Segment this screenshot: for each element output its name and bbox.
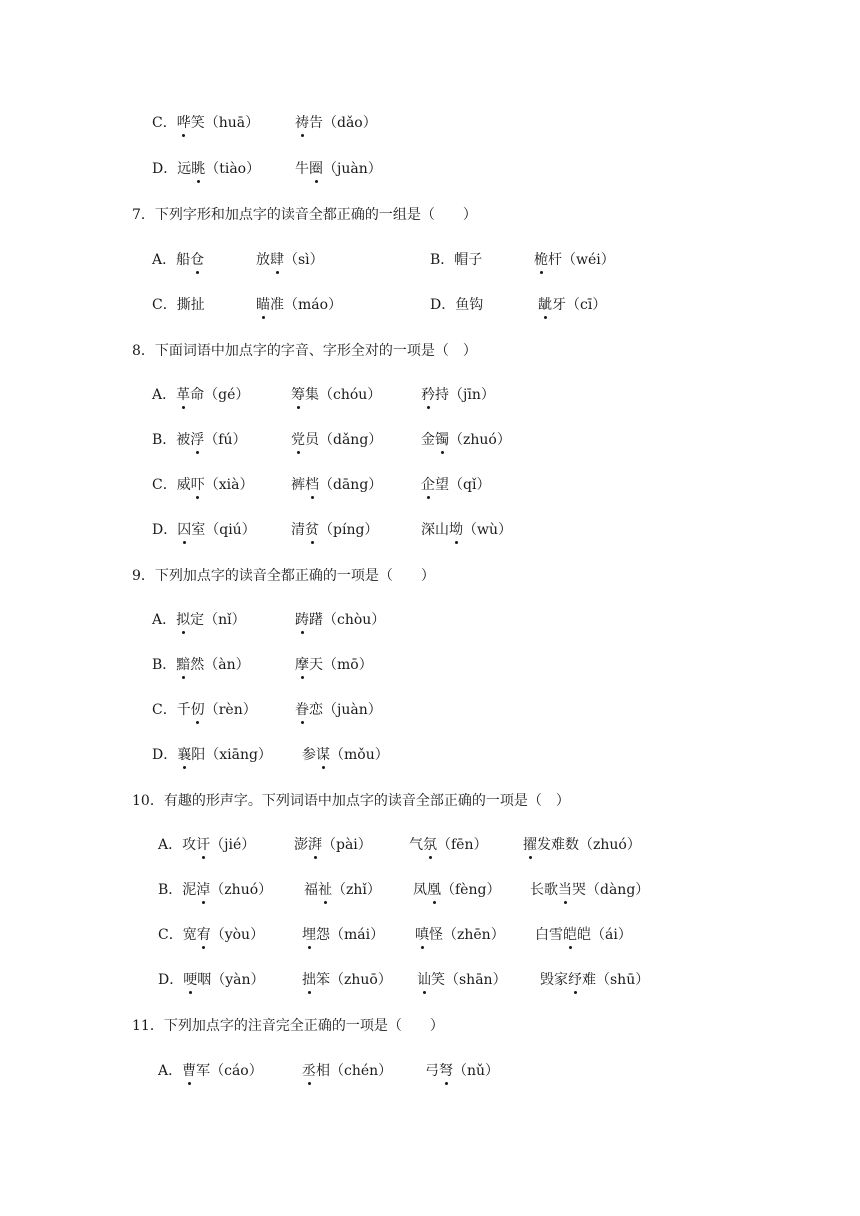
option-item — [295, 700, 382, 720]
option-text: 怨（mái） — [316, 927, 385, 943]
option-text: 发难数（zhuó） — [537, 837, 641, 853]
option-text: （wù） — [463, 522, 512, 538]
option-item — [291, 520, 378, 540]
dotted-character: 当 — [558, 882, 572, 898]
option-item — [295, 113, 377, 133]
option-item — [152, 385, 249, 405]
option-text: 恋（juàn） — [309, 702, 382, 718]
option-text: （zhuó） — [210, 882, 273, 898]
option-text: D．远 — [152, 161, 192, 177]
option-text: 阳（xiāng） — [191, 747, 272, 763]
option-item — [152, 475, 253, 495]
option-text: （tiào） — [205, 161, 261, 177]
option-item — [294, 835, 372, 855]
option-text: 持（jīn） — [435, 387, 495, 403]
dotted-character: 弩 — [439, 1063, 453, 1079]
option-text: 准（máo） — [270, 297, 343, 313]
option-text: （sì） — [284, 252, 324, 268]
option-item — [291, 385, 381, 405]
option-item — [152, 430, 247, 450]
option-text: C．威 — [152, 477, 191, 493]
option-text: （fèng） — [441, 882, 501, 898]
option-text: 白雪 — [535, 927, 563, 943]
dotted-character: 哽 — [183, 972, 198, 988]
option-item — [415, 925, 505, 945]
option-text: C．宽 — [158, 927, 197, 943]
option-item — [530, 880, 649, 900]
dotted-character: 肆 — [270, 252, 284, 268]
option-item — [425, 1061, 499, 1081]
option-item — [152, 700, 257, 720]
option-text: 躇（chòu） — [309, 612, 386, 628]
option-item — [158, 970, 265, 990]
option-item — [421, 520, 512, 540]
option-text: 澎 — [294, 837, 308, 853]
option-text: 放 — [256, 252, 270, 268]
option-item — [295, 655, 373, 675]
option-text: （píng） — [319, 522, 379, 538]
dotted-character: 革 — [176, 387, 191, 403]
dotted-character: 氛 — [423, 837, 437, 853]
option-item — [417, 970, 507, 990]
option-item — [523, 835, 641, 855]
dotted-character: 囚 — [177, 522, 192, 538]
dotted-character: 仓 — [190, 252, 205, 268]
option-text: （fēn） — [437, 837, 488, 853]
dotted-character: 吓 — [190, 477, 205, 493]
option-item — [535, 925, 632, 945]
option-item — [430, 295, 483, 315]
option-text: （jié） — [210, 837, 256, 853]
option-text: （yòu） — [210, 927, 265, 943]
dotted-character: 档 — [305, 477, 319, 493]
option-text: 怪（zhēn） — [429, 927, 505, 943]
option-text: 清 — [291, 522, 305, 538]
option-text: （fú） — [204, 432, 247, 448]
option-text: A．船 — [152, 252, 191, 268]
option-text: C．千 — [152, 702, 191, 718]
option-text: 哭（dàng） — [572, 882, 650, 898]
option-text: D．鱼钩 — [430, 297, 484, 313]
option-text: （zhǐ） — [332, 882, 381, 898]
option-text: 牛 — [295, 161, 309, 177]
option-text: A． — [152, 612, 177, 628]
dotted-character: 谋 — [316, 747, 330, 763]
dotted-character: 丞 — [302, 1063, 316, 1079]
option-item — [304, 880, 381, 900]
dotted-character: 党 — [291, 432, 305, 448]
option-text: 员（dǎng） — [305, 432, 383, 448]
option-item — [152, 520, 256, 540]
dotted-character: 眷 — [295, 702, 309, 718]
dotted-character: 湃 — [308, 837, 322, 853]
option-text: （pài） — [322, 837, 372, 853]
option-item — [152, 159, 260, 179]
option-text: 笑（shān） — [431, 972, 507, 988]
question-stem: 11．下列加点字的注音完全正确的一项是（ ） — [132, 1018, 444, 1034]
dotted-character: 曹 — [182, 1063, 197, 1079]
option-text: 气 — [409, 837, 423, 853]
question-stem: 10．有趣的形声字。下列词语中加点字的读音全部正确的一项是（ ） — [132, 793, 570, 809]
option-text: 长歌 — [530, 882, 558, 898]
option-item — [158, 880, 272, 900]
dotted-character: 埋 — [302, 927, 316, 943]
dotted-character: 圈 — [309, 161, 323, 177]
option-text: 然（àn） — [190, 657, 250, 673]
option-text: （dāng） — [319, 477, 383, 493]
option-text: 咽（yàn） — [197, 972, 265, 988]
dotted-character: 拙 — [302, 972, 316, 988]
dotted-character: 祉 — [318, 882, 332, 898]
option-text: B．帽子 — [430, 252, 483, 268]
option-text: （rèn） — [204, 702, 257, 718]
option-text: 定（nǐ） — [190, 612, 246, 628]
dotted-character: 祷 — [295, 115, 309, 131]
dotted-character: 讪 — [417, 972, 431, 988]
option-item — [256, 295, 342, 315]
option-item — [413, 880, 500, 900]
option-text: （xià） — [204, 477, 254, 493]
option-item — [421, 475, 490, 495]
option-item — [409, 835, 487, 855]
option-text: （juàn） — [323, 161, 382, 177]
option-text: 笑（huā） — [190, 115, 260, 131]
option-item — [295, 159, 382, 179]
option-text: 相（chén） — [316, 1063, 393, 1079]
option-text: B． — [152, 657, 177, 673]
dotted-character: 纾 — [568, 972, 582, 988]
option-text: B．被 — [152, 432, 191, 448]
option-text: 命（gé） — [190, 387, 250, 403]
dotted-character: 仞 — [190, 702, 205, 718]
option-item — [295, 610, 385, 630]
dotted-character: 瞄 — [256, 297, 270, 313]
option-item — [152, 610, 246, 630]
dotted-character: 摩 — [295, 657, 309, 673]
option-item — [158, 835, 255, 855]
option-item — [256, 250, 324, 270]
dotted-character: 淖 — [196, 882, 211, 898]
option-item — [540, 970, 649, 990]
dotted-character: 宥 — [196, 927, 211, 943]
option-item — [152, 295, 205, 315]
option-item — [152, 745, 272, 765]
option-text: 深山 — [421, 522, 449, 538]
option-text: 裤 — [291, 477, 305, 493]
dotted-character: 浮 — [190, 432, 205, 448]
dotted-character: 嗔 — [415, 927, 429, 943]
option-text: D． — [152, 522, 178, 538]
option-text: B．泥 — [158, 882, 197, 898]
dotted-character: 坳 — [449, 522, 463, 538]
dotted-character: 凰 — [427, 882, 441, 898]
option-item — [152, 655, 250, 675]
question-stem: 8．下面词语中加点字的字音、字形全对的一项是（ ） — [132, 343, 477, 359]
option-text: 难（shū） — [582, 972, 650, 988]
option-item — [291, 430, 382, 450]
option-text: 杆（wéi） — [548, 252, 615, 268]
question-stem: 7．下列字形和加点字的读音全都正确的一组是（ ） — [132, 207, 477, 223]
option-text: A． — [158, 1063, 183, 1079]
dotted-character: 企 — [421, 477, 435, 493]
dotted-character: 皑 — [563, 927, 577, 943]
option-text: 告（dǎo） — [309, 115, 377, 131]
option-item — [421, 385, 495, 405]
dotted-character: 龇 — [538, 297, 552, 313]
option-item — [152, 250, 204, 270]
option-text: 室（qiú） — [191, 522, 256, 538]
option-item — [158, 925, 264, 945]
option-text: （nǔ） — [453, 1063, 500, 1079]
dotted-character: 贫 — [305, 522, 319, 538]
dotted-character: 筹 — [291, 387, 305, 403]
option-item — [302, 1061, 392, 1081]
option-text: 参 — [302, 747, 316, 763]
option-text: （zhuó） — [449, 432, 511, 448]
option-text: 金 — [421, 432, 435, 448]
dotted-character: 黯 — [176, 657, 191, 673]
dotted-character: 讦 — [196, 837, 211, 853]
option-text: 集（chóu） — [305, 387, 382, 403]
option-text: D． — [152, 747, 178, 763]
option-text: 福 — [304, 882, 318, 898]
dotted-character: 眺 — [191, 161, 206, 177]
option-text: C． — [152, 115, 177, 131]
dotted-character: 哗 — [176, 115, 191, 131]
option-text: 天（mō） — [309, 657, 373, 673]
option-item — [421, 430, 511, 450]
dotted-character: 擢 — [523, 837, 537, 853]
question-stem: 9．下列加点字的读音全都正确的一项是（ ） — [132, 568, 435, 584]
option-item — [158, 1061, 263, 1081]
option-text: D． — [158, 972, 184, 988]
option-text: A．攻 — [158, 837, 197, 853]
option-text: 凤 — [413, 882, 427, 898]
option-text: A． — [152, 387, 177, 403]
option-text: C．撕扯 — [152, 297, 205, 313]
option-text: 弓 — [425, 1063, 439, 1079]
option-text: 皑（ái） — [577, 927, 632, 943]
dotted-character: 拟 — [176, 612, 191, 628]
option-text: 牙（cī） — [552, 297, 607, 313]
dotted-character: 踌 — [295, 612, 309, 628]
option-item — [534, 250, 615, 270]
dotted-character: 桅 — [534, 252, 548, 268]
dotted-character: 襄 — [177, 747, 192, 763]
option-item — [430, 250, 482, 270]
option-text: 笨（zhuō） — [316, 972, 392, 988]
option-item — [302, 925, 384, 945]
option-text: 望（qǐ） — [435, 477, 491, 493]
option-text: 军（cáo） — [196, 1063, 263, 1079]
dotted-character: 镯 — [435, 432, 449, 448]
option-item — [302, 745, 389, 765]
option-text: 毁家 — [540, 972, 568, 988]
option-text: （mǒu） — [330, 747, 389, 763]
option-item — [152, 113, 259, 133]
option-item — [302, 970, 392, 990]
dotted-character: 矜 — [421, 387, 435, 403]
option-item — [538, 295, 606, 315]
option-item — [291, 475, 382, 495]
